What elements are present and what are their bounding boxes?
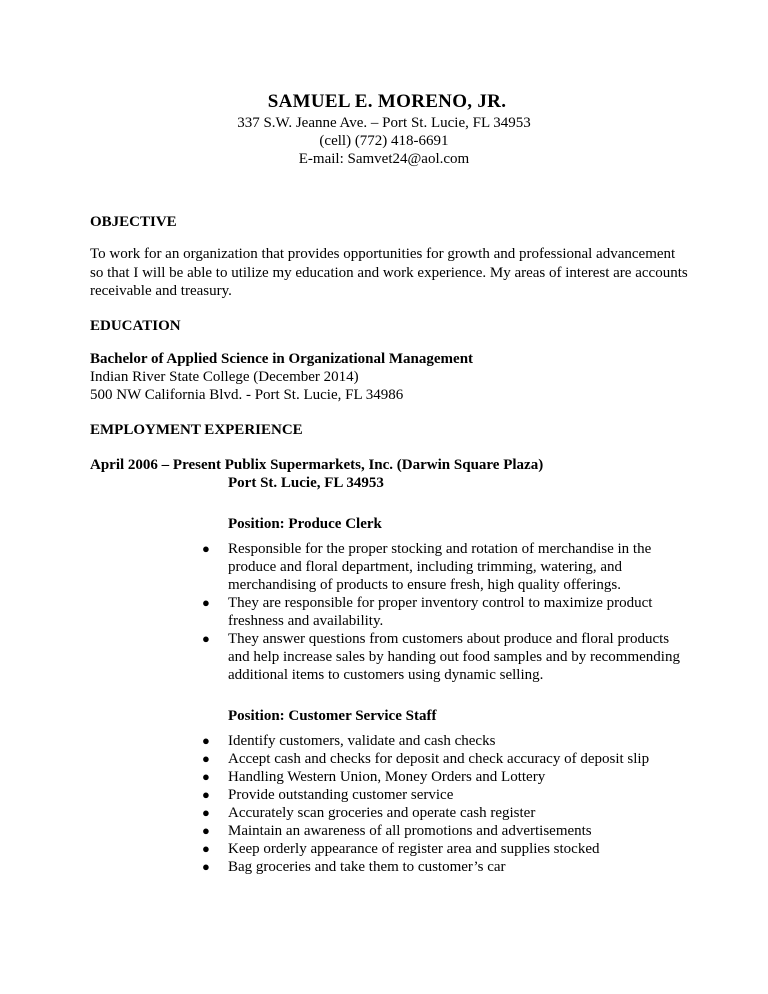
employment-heading: EMPLOYMENT EXPERIENCE — [90, 422, 303, 438]
list-item: ● Keep orderly appearance of register area and supplies stocked — [202, 841, 600, 857]
education-address: 500 NW California Blvd. - Port St. Lucie, FL 34986 — [90, 387, 404, 403]
list-item: ● Bag groceries and take them to customer’s car — [202, 859, 506, 875]
list-item: ● They are responsible for proper inventory control to maximize product freshness and availability. — [202, 595, 653, 629]
applicant-address: 337 S.W. Jeanne Ave. – Port St. Lucie, FL 34953 — [237, 115, 531, 131]
applicant-phone: (cell) (772) 418-6691 — [319, 133, 449, 149]
list-item: ● Identify customers, validate and cash checks — [202, 733, 496, 749]
bullet-icon: ● — [202, 823, 210, 838]
list-item: ● Maintain an awareness of all promotions and advertisements — [202, 823, 592, 839]
bullet-icon: ● — [202, 751, 210, 766]
list-item: ● Accurately scan groceries and operate cash register — [202, 805, 536, 821]
customer-service-duties — [200, 732, 680, 876]
list-item: ● They answer questions from customers about produce and floral products and help increase sales by handing out food samples and by recommending additional items to customers using dynamic selling. — [202, 631, 680, 683]
list-item: ● Accept cash and checks for deposit and check accuracy of deposit slip — [202, 751, 650, 767]
education-block — [90, 350, 473, 404]
position-title-customer-service: Position: Customer Service Staff — [228, 708, 437, 724]
education-school: Indian River State College (December 2014) — [90, 369, 359, 385]
education-heading: EDUCATION — [90, 318, 181, 334]
bullet-icon: ● — [202, 841, 210, 856]
list-item: ● Handling Western Union, Money Orders and Lottery — [202, 769, 546, 785]
objective-text: To work for an organization that provides opportunities for growth and professional advancement so that I will be able to utilize my education and work experience. My areas of interest are accounts receivable and treasury. — [90, 246, 688, 299]
education-degree: Bachelor of Applied Science in Organizational Management — [90, 351, 474, 367]
job-location: Port St. Lucie, FL 34953 — [228, 475, 384, 491]
bullet-icon: ● — [202, 541, 210, 556]
list-item: ● Provide outstanding customer service — [202, 787, 454, 803]
position-title-produce-clerk: Position: Produce Clerk — [228, 516, 382, 532]
bullet-icon: ● — [202, 787, 210, 802]
bullet-icon: ● — [202, 769, 210, 784]
objective-heading: OBJECTIVE — [90, 214, 177, 230]
bullet-icon: ● — [202, 805, 210, 820]
bullet-icon: ● — [202, 733, 210, 748]
bullet-icon: ● — [202, 595, 210, 610]
applicant-name: SAMUEL E. MORENO, JR. — [267, 91, 507, 112]
resume-header — [0, 90, 768, 168]
job-line: April 2006 – Present Publix Supermarkets, Inc. (Darwin Square Plaza) — [90, 457, 544, 473]
bullet-icon: ● — [202, 631, 210, 646]
list-item: ● Responsible for the proper stocking and rotation of merchandise in the produce and floral department, including trimming, watering, and merchandising of products to ensure fresh, high quality offerings. — [202, 541, 652, 593]
bullet-icon: ● — [202, 859, 210, 874]
applicant-email: E-mail: Samvet24@aol.com — [298, 151, 470, 167]
produce-clerk-duties — [200, 540, 680, 684]
